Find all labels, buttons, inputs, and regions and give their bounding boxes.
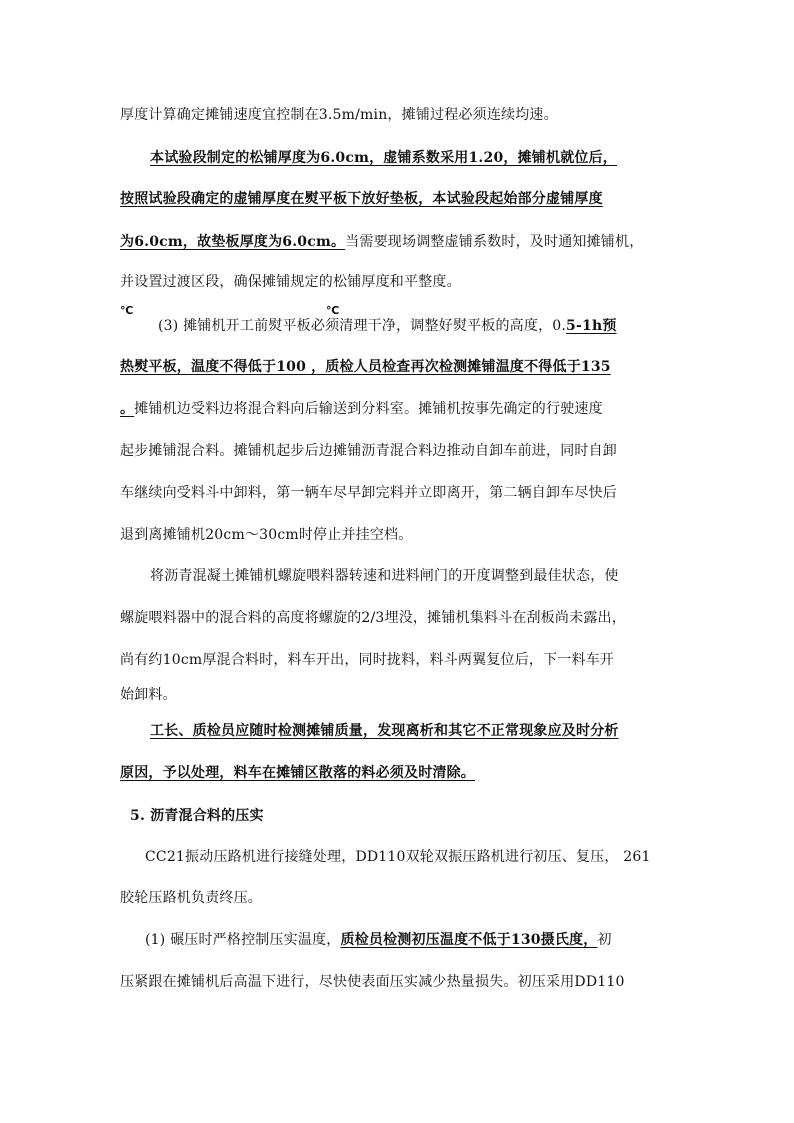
bold-text-line: 热熨平板，温度不得低于100 ，质检人员检查再次检测摊铺温度不得低于135	[120, 359, 611, 375]
bold-text-line: 按照试验段确定的虚铺厚度在熨平板下放好垫板，本试验段起始部分虚铺厚度	[120, 191, 603, 207]
normal-text: 初	[597, 932, 612, 948]
bold-text: 5-1h预	[566, 318, 617, 334]
text-line: 厚度计算确定摊铺速度宜控制在3.5m/min，摊铺过程必须连续均速。	[120, 107, 558, 123]
normal-text: 当需要现场调整虚铺系数时，及时通知摊铺机，	[345, 234, 644, 250]
text-line	[120, 399, 603, 419]
bold-text: 质检员检测初压温度不低于130摄氏度，	[340, 932, 598, 948]
text-line: 退到离摊铺机20cm～30cm时停止并挂空档。	[120, 527, 413, 543]
bold-text: 为6.0cm，故垫板厚度为6.0cm。	[120, 234, 346, 250]
bold-text: 。	[120, 401, 135, 417]
text-line	[120, 232, 643, 252]
text-line: 尚有约10cm厚混合料时，料车开出，同时拢料，料斗两翼复位后，下一料车开	[120, 652, 615, 668]
text-line	[158, 316, 617, 336]
bold-text-line: 工长、质检员应随时检测摊铺质量，发现离析和其它不正常现象应及时分析	[150, 723, 619, 739]
normal-text: (3) 摊铺机开工前熨平板必须清理干净，调整好熨平板的高度，0.	[158, 318, 567, 334]
bold-text-line: 原因，予以处理，料车在摊铺区散落的料必须及时清除。	[120, 765, 475, 781]
text-line: 螺旋喂料器中的混合料的高度将螺旋的2/3埋没，摊铺机集料斗在刮板尚未露出，	[120, 610, 626, 626]
section-heading: 5. 沥青混合料的压实	[130, 808, 264, 824]
normal-text: 摊铺机边受料边将混合料向后输送到分料室。摊铺机按事先确定的行驶速度	[134, 401, 603, 417]
bold-text-line: 本试验段制定的松铺厚度为6.0cm，虚铺系数采用1.20，摊铺机就位后，	[150, 150, 617, 166]
text-line: 胶轮压路机负责终压。	[120, 890, 262, 906]
normal-text: (1) 碾压时严格控制压实温度，	[145, 932, 341, 948]
text-line: 车继续向受料斗中卸料，第一辆车尽早卸完料并立即离开，第二辆自卸车尽快后	[120, 485, 617, 501]
text-line: 将沥青混凝土摊铺机螺旋喂料器转速和进料闸门的开度调整到最佳状态，使	[150, 568, 619, 584]
text-line: 起步摊铺混合料。摊铺机起步后边摊铺沥青混合料边推动自卸车前进，同时自卸	[120, 443, 617, 459]
degree-symbol: ℃	[326, 304, 340, 317]
degree-symbol: ℃	[120, 304, 134, 317]
text-line: 始卸料。	[120, 687, 177, 703]
text-line: 并设置过渡区段，确保摊铺规定的松铺厚度和平整度。	[120, 274, 461, 290]
text-line	[145, 930, 612, 950]
text-line: 压紧跟在摊铺机后高温下进行，尽快使表面压实减少热量损失。初压采用DD110	[120, 974, 625, 990]
text-line: CC21振动压路机进行接缝处理，DD110双轮双振压路机进行初压、复压， 261	[145, 849, 651, 865]
